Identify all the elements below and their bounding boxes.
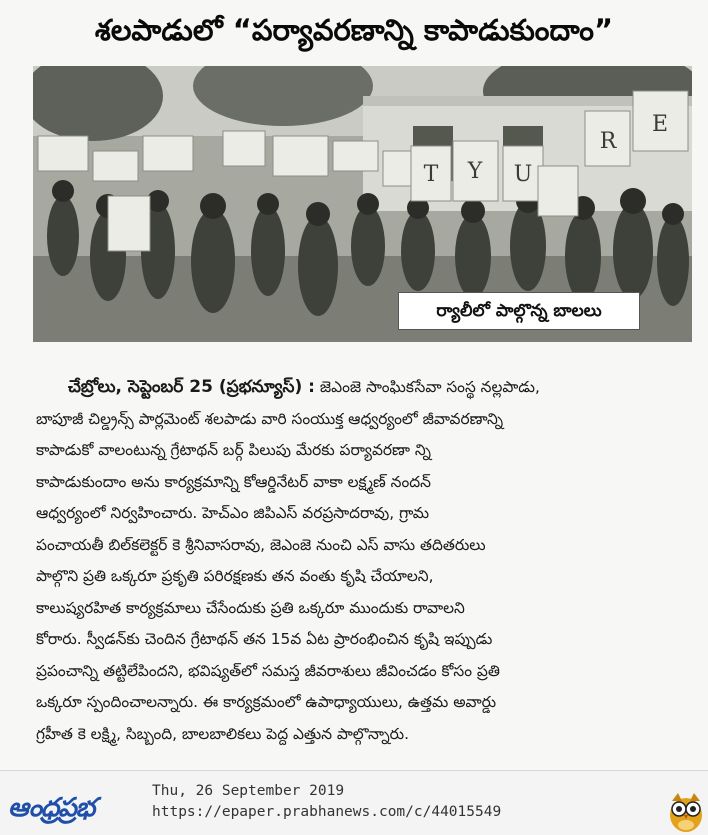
sign-letter-y: Y — [467, 159, 483, 184]
article-line: పాల్గొని ప్రతి ఒక్కరూ ప్రకృతి పరిరక్షణకు తన వంతు కృషి చేయాలని, — [36, 567, 434, 585]
article-line: ఒక్కరూ స్పందించాలన్నారు. ఈ కార్యక్రమంలో ఉపాధ్యాయులు, ఉత్తమ అవార్డు — [36, 693, 497, 711]
article-line: కాపాడుకో వాలంటున్న గ్రేటాథన్ బర్గ్ పిలుపు మేరకు పర్యావరణా న్ని — [36, 441, 431, 459]
article-line: ఆధ్వర్యంలో నిర్వహించారు. హెచ్ఎం జిపిఎస్ వరప్రసాదరావు, గ్రామ — [36, 504, 430, 522]
article-line: బాపూజీ చిల్డ్రన్స్ పార్లమెంట్ శలపాడు వారి సంయుక్త ఆధ్వర్యంలో జీవావరణాన్ని — [36, 409, 504, 428]
article-body — [36, 372, 684, 750]
article-line: ప్రపంచాన్ని తట్టిలేపిందని, భవిష్యత్‌లో సమస్త జీవరాశులు జీవించడం కోసం ప్రతి — [36, 661, 500, 680]
article-line: కాలుష్యరహిత కార్యక్రమాలు చేసేందుకు ప్రతి ఒక్కరూ ముందుకు రావాలని — [36, 598, 465, 617]
sign-letter-u: U — [513, 162, 533, 187]
article-line — [36, 372, 684, 404]
article-line: గ్రహీత కె లక్ష్మి, సిబ్బంది, బాలబాలికలు పెద్ద ఎత్తున పాల్గొన్నారు. — [36, 724, 409, 743]
epaper-footer — [0, 770, 708, 835]
photo-caption: ర్యాలీలో పాల్గొన్న బాలలు — [398, 292, 640, 330]
publish-date: Thu, 26 September 2019 — [152, 783, 345, 799]
article-line: పంచాయతీ బిల్‌కలెక్టర్ కె శ్రీనివాసరావు, జెఎంజె నుంచి ఎస్ వాసు తదితరులు — [36, 535, 486, 554]
headline: శలపాడులో “పర్యావరణాన్ని కాపాడుకుందాం” — [94, 13, 614, 47]
article-line: కోరారు. స్వీడన్‌కు చెందిన గ్రేటాథన్ తన 15వ ఏట ప్రారంభించిన కృషి ఇప్పుడు — [36, 630, 493, 648]
sign-letter-t: T — [423, 162, 439, 187]
source-url-link[interactable]: https://epaper.prabhanews.com/c/44015549 — [152, 804, 502, 820]
prabha-logo[interactable]: ఆంధ్రప్రభ — [8, 793, 95, 823]
sign-letter-r: R — [599, 129, 617, 154]
dateline: చేబ్రోలు, సెప్టెంబర్ 25 (ప్రభన్యూస్) : — [68, 377, 315, 397]
owl-icon — [668, 791, 704, 833]
sign-letter-e: E — [651, 112, 669, 137]
article-line: కాపాడుకుందాం అను కార్యక్రమాన్ని కోఆర్డినేటర్ వాకా లక్ష్మణ్ నందన్ — [36, 472, 431, 491]
article-line-text: జెఎంజె సాంఘికసేవా సంస్థ నల్లపాడు, — [319, 378, 540, 396]
